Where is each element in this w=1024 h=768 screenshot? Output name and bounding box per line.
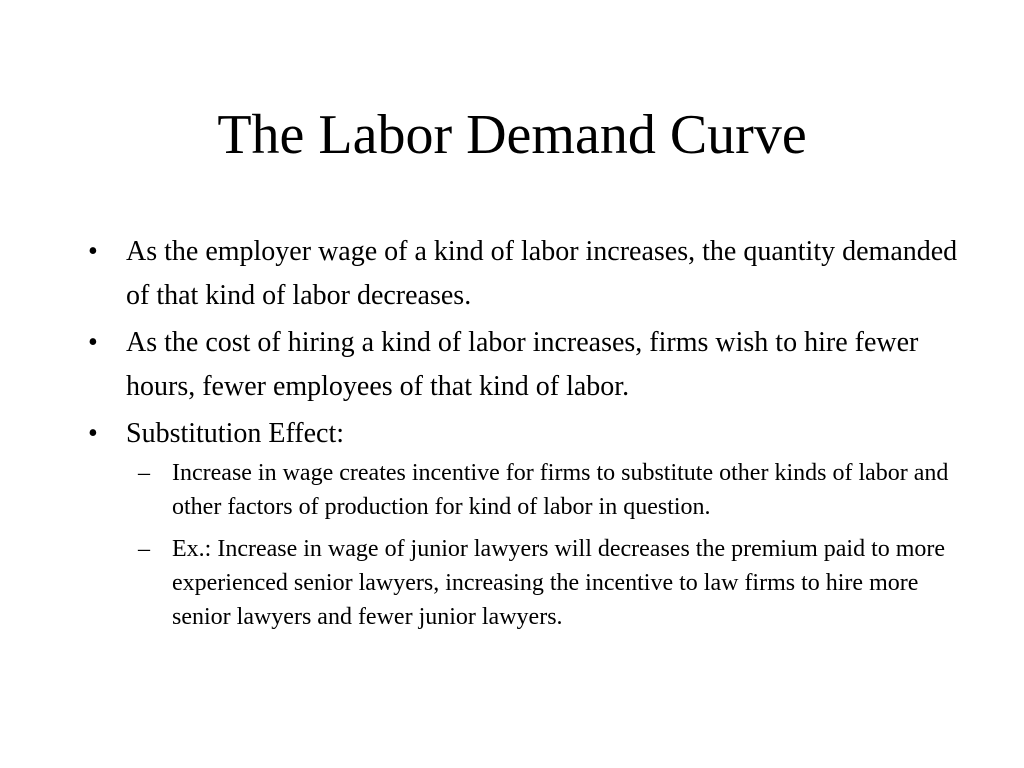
bullet-text: Substitution Effect:	[126, 418, 345, 449]
sub-bullet-marker: –	[138, 460, 150, 486]
bullet-text: As the cost of hiring a kind of labor increases, firms wish to hire fewer hours, fewer employees of that kind of labor.	[126, 327, 919, 402]
sub-bullet-item	[126, 456, 968, 524]
bullet-marker: •	[88, 418, 98, 449]
bullet-list	[88, 230, 968, 642]
bullet-text: As the employer wage of a kind of labor increases, the quantity demanded of that kind of labor decreases.	[126, 236, 958, 311]
sub-bullet-marker: –	[138, 536, 150, 562]
bullet-item	[88, 412, 968, 634]
sub-bullet-text: Ex.: Increase in wage of junior lawyers will decreases the premium paid to more experienced senior lawyers, increasing the incentive to law firms to hire more senior lawyers and fewer junior lawyers.	[172, 536, 946, 630]
bullet-item	[88, 230, 968, 318]
sub-bullet-text: Increase in wage creates incentive for firms to substitute other kinds of labor and other factors of production for kind of labor in question.	[172, 460, 949, 520]
bullet-marker: •	[88, 327, 98, 358]
bullet-item	[88, 321, 968, 409]
slide-title: The Labor Demand Curve	[217, 104, 807, 166]
bullet-marker: •	[88, 236, 98, 267]
sub-bullet-list	[126, 456, 968, 634]
sub-bullet-item	[126, 532, 968, 634]
